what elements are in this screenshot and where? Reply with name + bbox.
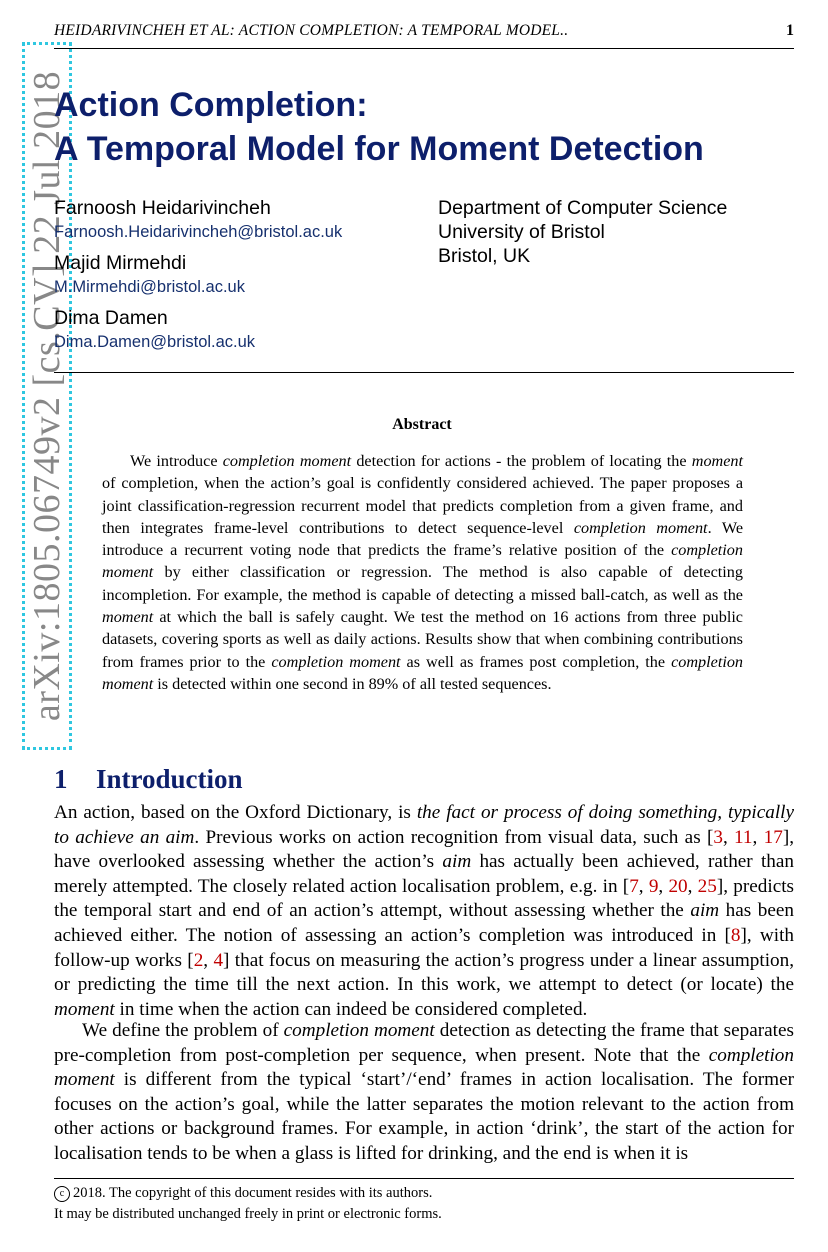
intro-paragraph-2: We define the problem of completion moment detection as detecting the frame that separates pre-completion from post-completion per sequence, when present. Note that the completion moment is different from the typical ‘start’/‘end’ frames in action localisation. The former focuses on the action’s goal, while the latter separates the motion relevant to the action from other actions or background frames. For example, in action ‘drink’, the start of the action for localisation tends to be when a glass is lifted for drinking, and the end is when it is [54,1020,794,1164]
abstract-heading: Abstract [392,416,452,433]
page-number: 1 [786,22,794,39]
section-heading-introduction [54,764,243,795]
author-email[interactable]: Farnoosh.Heidarivincheh@bristol.ac.uk [54,223,343,241]
abstract-body: We introduce completion moment detection for actions - the problem of locating the moment of completion, when the action’s goal is confidently considered achieved. The paper proposes a joint classification-regression recurrent model that predicts completion from a given frame, and then integrates frame-level contributions to detect sequence-level completion moment. We introduce a recurrent voting node that predicts the frame’s relative position of the completion moment by either classification or regression. The method is also capable of detecting incompletion. For example, the method is capable of detecting a missed ball-catch, as well as the moment at which the ball is safely caught. We test the method on 16 actions from three public datasets, covering sports as well as daily actions. Results show that when combining contributions from frames prior to the completion moment as well as frames post completion, the completion moment is detected within one second in 89% of all tested sequences. [102,452,744,693]
citation-link[interactable]: 11 [734,826,753,848]
arxiv-stamp-text: arXiv:1805.06749v2 [cs.CV] 22 Jul 2018 [26,70,68,722]
citation-link[interactable]: 2 [193,949,204,971]
header-rule [54,48,794,49]
copyright-line-2: It may be distributed unchanged freely in print or electronic forms. [54,1206,442,1222]
author-name: Farnoosh Heidarivincheh [54,197,271,219]
paper-title-line1: Action Completion: [54,86,368,124]
citation-link[interactable]: 8 [730,924,741,946]
paper-title [54,83,704,171]
citation-link[interactable]: 7 [629,875,639,897]
affiliation-department: Department of Computer Science [438,197,728,219]
citation-link[interactable]: 9 [648,875,659,897]
section-title: Introduction [96,764,243,794]
citation-link[interactable]: 4 [213,949,224,971]
running-head: HEIDARIVINCHEH ET AL: ACTION COMPLETION: A TEMPORAL MODEL.. [54,22,569,39]
title-block-rule [54,372,794,373]
copyright-line-1: c 2018. The copyright of this document resides with its authors. [54,1183,794,1204]
section-number: 1 [54,764,68,794]
author-name: Majid Mirmehdi [54,252,187,274]
citation-link[interactable]: 25 [697,875,717,897]
affiliation-location: Bristol, UK [438,245,531,267]
citation-link[interactable]: 3 [713,826,723,848]
intro-paragraph-1: An action, based on the Oxford Dictionary, is the fact or process of doing something, typically to achieve an aim. Previous works on action recognition from visual data, such as [3, 11, 17], have overlooked assessing whether the action’s aim has actually been achieved, rather than merely attempted. The closely related action localisation problem, e.g. in [7, 9, 20, 25], predicts the temporal start and end of an action’s attempt, without assessing whether the aim has been achieved either. The notion of assessing an action’s completion was introduced in [8], with follow-up works [2, 4] that focus on measuring the action’s progress under a linear assumption, or predicting the time till the next action. In this work, we attempt to detect (or locate) the moment in time when the action can indeed be considered completed. [54,802,795,1020]
paper-title-line2: A Temporal Model for Moment Detection [54,130,704,168]
copyright-footnote [54,1183,794,1225]
footnote-rule [54,1178,794,1179]
affiliation-university: University of Bristol [438,221,605,243]
citation-link[interactable]: 20 [668,875,688,897]
copyright-symbol: c [54,1186,70,1202]
citation-link[interactable]: 17 [763,826,783,848]
author-email[interactable]: M.Mirmehdi@bristol.ac.uk [54,278,245,296]
author-email[interactable]: Dima.Damen@bristol.ac.uk [54,333,256,351]
author-name: Dima Damen [54,307,168,329]
